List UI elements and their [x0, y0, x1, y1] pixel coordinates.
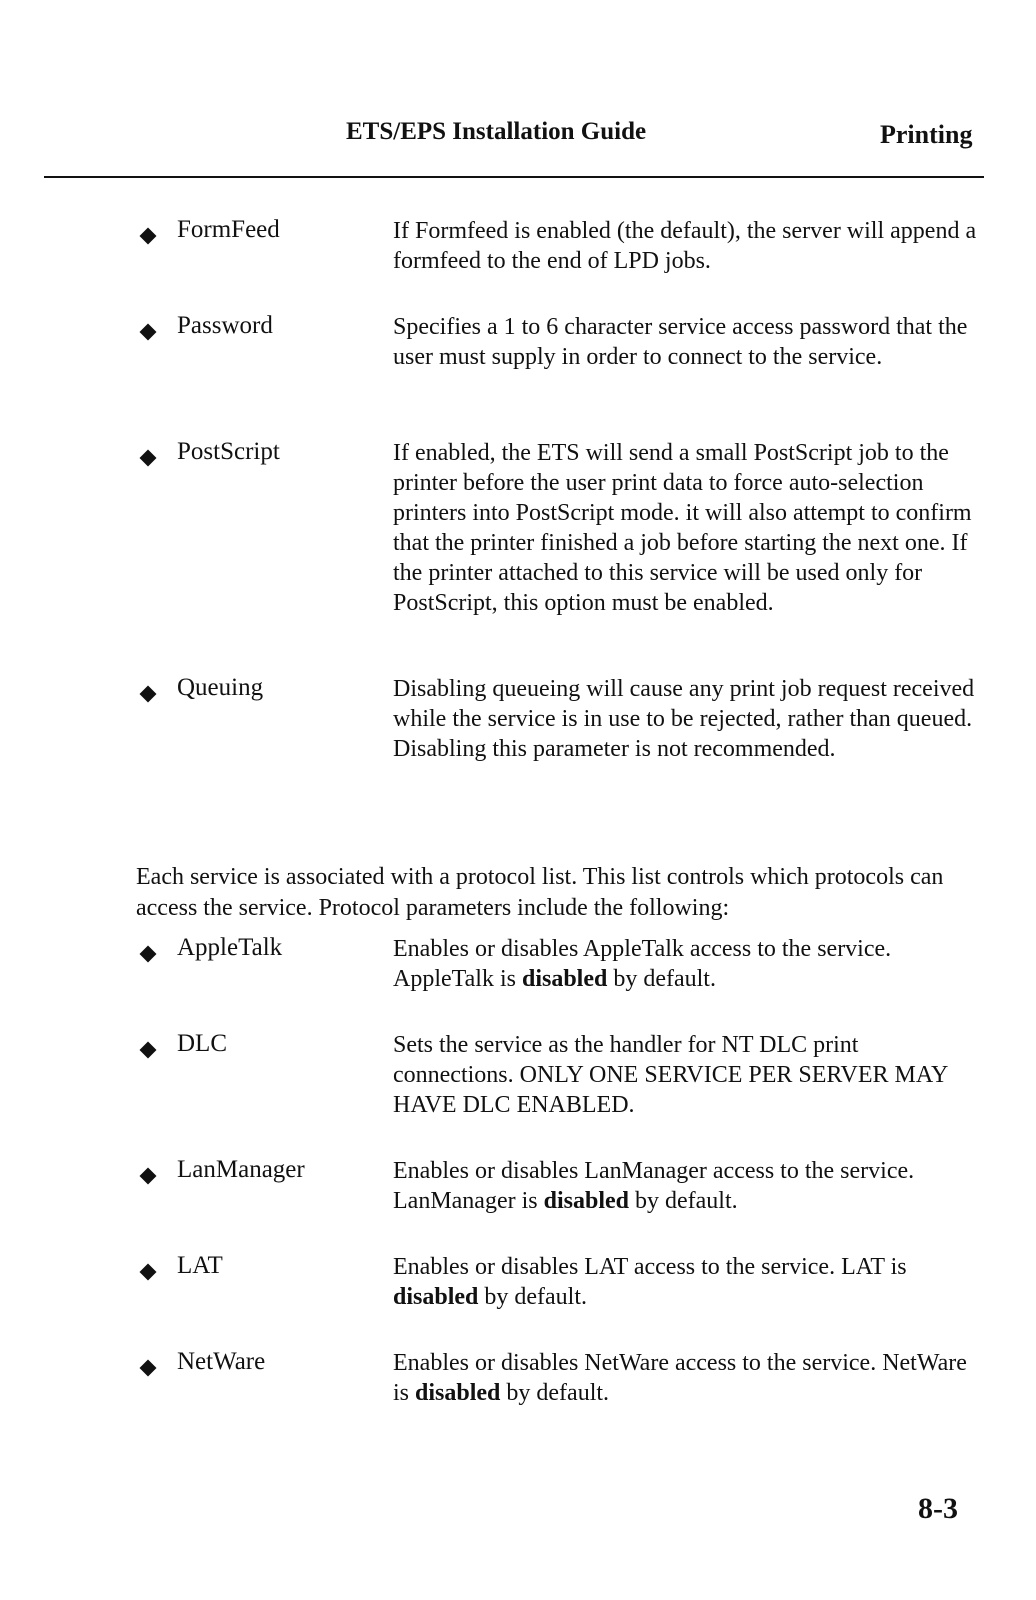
description-text: Enables or disables LanManager access to the service. LanManager is [393, 1158, 915, 1214]
parameter-description [393, 438, 983, 618]
header-divider [44, 176, 984, 178]
parameter-term: DLC [177, 1030, 227, 1057]
parameter-description [393, 216, 983, 276]
description-text: by default. [500, 1380, 610, 1406]
parameter-description [393, 312, 983, 372]
parameter-term: Password [177, 312, 273, 339]
parameter-term: Queuing [177, 674, 264, 701]
description-text: by default. [478, 1284, 588, 1310]
parameter-description [393, 1156, 983, 1216]
description-text: Enables or disables AppleTalk access to the service. AppleTalk is [393, 936, 892, 992]
description-text: by default. [607, 966, 716, 992]
protocol-intro-paragraph: Each service is associated with a protocol list. This list controls which protocols can access the service. Protocol parameters include the following: [136, 864, 944, 921]
document-title: ETS/EPS Installation Guide [346, 118, 647, 145]
diamond-bullet-icon [140, 324, 157, 341]
diamond-bullet-icon [140, 1168, 157, 1185]
parameter-description [393, 1252, 983, 1312]
diamond-bullet-icon [140, 1264, 157, 1281]
parameter-description [393, 934, 983, 994]
parameter-description [393, 1030, 983, 1120]
diamond-bullet-icon [140, 1042, 157, 1059]
diamond-bullet-icon [140, 946, 157, 963]
page-number: 8-3 [918, 1492, 958, 1525]
emphasized-text: disabled [543, 1188, 629, 1214]
description-text: by default. [628, 1188, 738, 1214]
parameter-term: LanManager [177, 1156, 305, 1183]
parameter-description [393, 674, 983, 764]
diamond-bullet-icon [140, 228, 157, 245]
description-text: Specifies a 1 to 6 character service access password that the user must supply in order to connect to the service. [393, 314, 968, 370]
parameter-term: PostScript [177, 438, 280, 465]
diamond-bullet-icon [140, 450, 157, 467]
parameter-term: LAT [177, 1252, 223, 1279]
diamond-bullet-icon [140, 686, 157, 703]
description-text: If Formfeed is enabled (the default), the server will append a formfeed to the end of LPD jobs. [393, 218, 977, 274]
emphasized-text: disabled [521, 966, 608, 992]
parameter-description [393, 1348, 983, 1408]
parameter-term: AppleTalk [177, 934, 283, 961]
description-text: Sets the service as the handler for NT DLC print connections. ONLY ONE SERVICE PER SERVER MAY HAVE DLC ENABLED. [393, 1032, 948, 1118]
description-text: Enables or disables LAT access to the service. LAT is [393, 1254, 907, 1280]
description-text: If enabled, the ETS will send a small PostScript job to the printer before the user print data to force auto-selection printers into PostScript mode. it will also attempt to confirm that the printer finished a job before starting the next one. If the printer attached to this service will be used only for PostScript, this option must be enabled. [393, 440, 972, 616]
parameter-term: FormFeed [177, 216, 280, 243]
emphasized-text: disabled [415, 1380, 501, 1406]
diamond-bullet-icon [140, 1360, 157, 1377]
emphasized-text: disabled [393, 1284, 479, 1310]
description-text: Enables or disables NetWare access to the service. NetWare is [393, 1350, 967, 1406]
section-title: Printing [880, 120, 973, 149]
description-text: Disabling queueing will cause any print job request received while the service is in use to be rejected, rather than queued. Disabling this parameter is not recommended. [393, 676, 975, 762]
parameter-term: NetWare [177, 1348, 266, 1375]
